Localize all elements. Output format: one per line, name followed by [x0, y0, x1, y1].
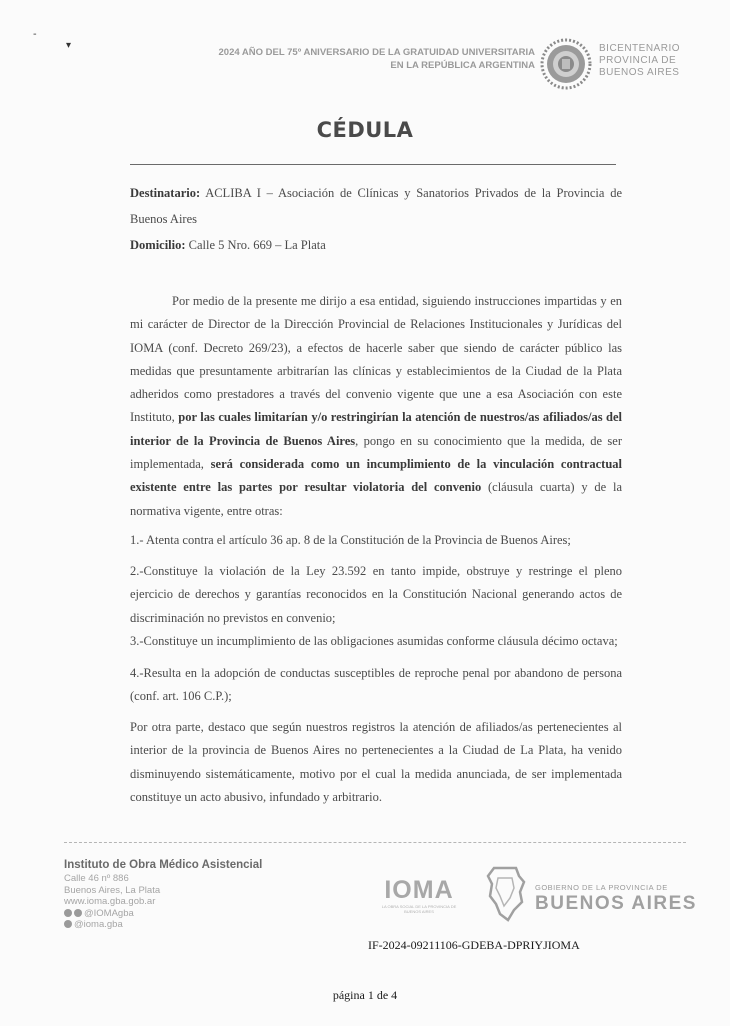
anniversary-line-1: 2024 AÑO DEL 75º ANIVERSARIO DE LA GRATUIDAD UNIVERSITARIA	[218, 47, 535, 58]
page-number: página 1 de 4	[332, 988, 398, 1002]
institute-block	[64, 858, 262, 931]
bicentenario-line-3: BUENOS AIRES	[599, 67, 680, 78]
list-item-4: 4.-Resulta en la adopción de conductas susceptibles de reproche penal por abandono de persona (conf. art. 106 C.P.);	[130, 666, 622, 704]
anniversary-line-2: EN LA REPÚBLICA ARGENTINA	[390, 60, 535, 71]
list-item-2: 2.-Constituye la violación de la Ley 23.592 en tanto impide, obstruye y restringe el pleno ejercicio de derechos y garantías reconocidos en la Constitución Nacional generando actos de discriminación no previstos en convenio;	[130, 564, 622, 625]
document-id: IF-2024-09211106-GDEBA-DPRIYJIOMA	[368, 938, 580, 952]
title-divider	[130, 164, 616, 165]
address-paragraph	[130, 232, 622, 258]
bicentenario-line-1: BICENTENARIO	[599, 43, 681, 54]
government-line-2: BUENOS AIRES	[535, 893, 697, 914]
address-value: Calle 5 Nro. 669 – La Plata	[188, 238, 326, 252]
recipient-value: ACLIBA I – Asociación de Clínicas y Sanatorios Privados de la Provincia de Buenos Aires	[130, 186, 622, 226]
main-text-1: Por medio de la presente me dirijo a esa entidad, siguiendo instrucciones impartidas y en mi carácter de Director de la Dirección Provincial de Relaciones Institucionales y Jurídicas del IOMA (conf. Decreto 269/23), a efectos de hacerle saber que siendo de carácter público las medidas que presuntamente arbitrarían las clínicas y establecimientos de la Ciudad de la Plata adheridos como prestadores a través del convenio vigente que une a esa Asociación con este Instituto,	[130, 294, 622, 425]
social-row-2	[64, 919, 262, 931]
scan-mark: -	[33, 29, 37, 40]
main-bold-1: por las cuales limitarían y/o restringirían la atención de nuestros/as afiliados/as del interior de la Provincia de Buenos Aires	[130, 410, 622, 448]
list-item-1: 1.- Atenta contra el artículo 36 ap. 8 de la Constitución de la Provincia de Buenos Aires;	[130, 533, 571, 547]
social-handle-2: @ioma.gba	[74, 919, 123, 930]
institute-website: www.ioma.gba.gob.ar	[64, 896, 156, 907]
address-label: Domicilio:	[130, 238, 186, 252]
institute-address-1: Calle 46 nº 886	[64, 873, 129, 884]
social-row-1	[64, 908, 262, 920]
seal-icon	[540, 38, 592, 90]
ioma-logo	[380, 876, 458, 914]
government-line-1: GOBIERNO DE LA PROVINCIA DE	[535, 883, 668, 892]
main-text-3: (cláusula cuarta) y de la normativa vigente, entre otras:	[130, 480, 622, 518]
ioma-wordmark: IOMA	[384, 876, 454, 904]
x-icon	[74, 909, 82, 917]
anniversary-banner	[140, 46, 535, 72]
instagram-icon	[64, 920, 72, 928]
ioma-tagline: LA OBRA SOCIAL DE LA PROVINCIA DE BUENOS AIRES	[381, 904, 457, 914]
province-map-icon	[486, 866, 526, 922]
social-handle-1: @IOMAgba	[84, 907, 134, 919]
recipient-paragraph	[130, 180, 622, 232]
institute-name: Instituto de Obra Médico Asistencial	[64, 859, 263, 871]
main-bold-2: será considerada como un incumplimiento de la vinculación contractual existente entre las partes por resultar violatoria del convenio	[130, 457, 623, 495]
page-title: CÉDULA	[316, 118, 414, 142]
bicentenario-logo	[599, 43, 680, 79]
main-text-2: , pongo en su conocimiento que la medida, de ser implementada,	[130, 433, 622, 472]
bicentenario-line-2: PROVINCIA DE	[599, 55, 677, 66]
institute-address-2: Buenos Aires, La Plata	[64, 884, 161, 896]
closing-paragraph: Por otra parte, destaco que según nuestros registros la atención de afiliados/as pertenecientes al interior de la provincia de Buenos Aires no pertenecientes a la Ciudad de La Plata, ha venido disminuyendo sistemáticamente, motivo por el cual la medida anunciada, de ser implementada constituye un acto abusivo, infundado y arbitrario.	[130, 720, 622, 804]
list-item-3: 3.-Constituye un incumplimiento de las obligaciones asumidas conforme cláusula décimo octava;	[130, 634, 618, 648]
facebook-icon	[64, 909, 72, 917]
footer-divider	[64, 842, 686, 843]
main-paragraph	[130, 290, 622, 523]
scan-mark: ▾	[66, 40, 72, 51]
recipient-label: Destinatario:	[130, 186, 201, 200]
government-logo	[535, 883, 697, 915]
